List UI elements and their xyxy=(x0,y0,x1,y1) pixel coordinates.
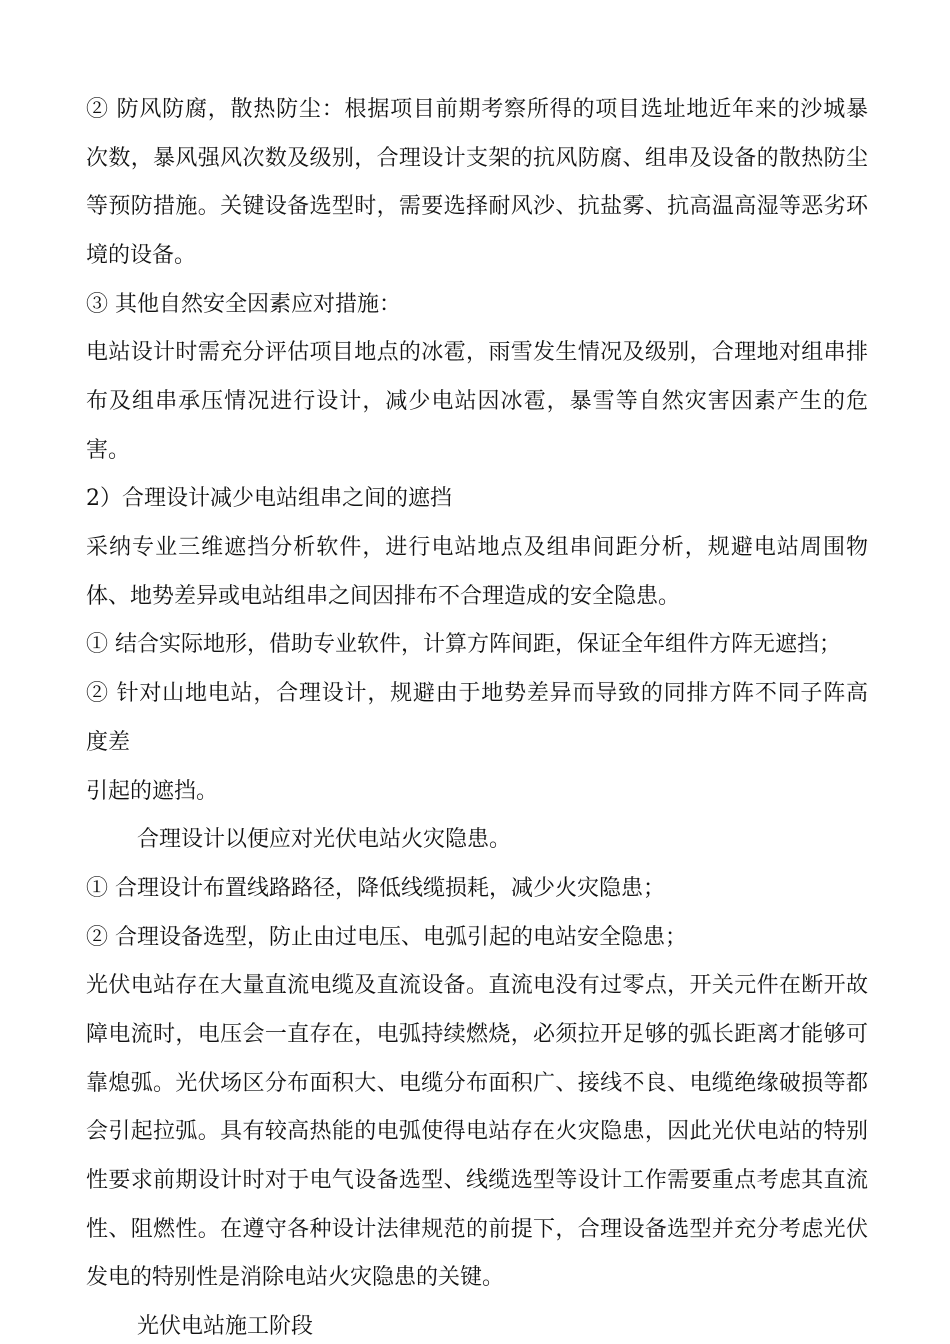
paragraph-line: 靠熄弧。光伏场区分布面积大、电缆分布面积广、接线不良、电缆绝缘破损等都 xyxy=(86,1071,868,1096)
paragraph-line: 体、地势差异或电站组串之间因排布不合理造成的安全隐患。 xyxy=(86,584,681,609)
paragraph-line: 性、阻燃性。在遵守各种设计法律规范的前提下，合理设备选型并充分考虑光伏 xyxy=(86,1217,868,1242)
paragraph-line: 度差 xyxy=(86,730,131,755)
section-heading: 2）合理设计减少电站组串之间的遮挡 xyxy=(86,486,452,511)
paragraph-line: 发电的特别性是消除电站火灾隐患的关键。 xyxy=(86,1265,505,1290)
list-item: ② 合理设备选型，防止由过电压、电弧引起的电站安全隐患； xyxy=(86,925,687,950)
paragraph-line: 光伏电站存在大量直流电缆及直流设备。直流电没有过零点，开关元件在断开故 xyxy=(86,973,868,998)
paragraph-line: 引起的遮挡。 xyxy=(86,779,219,804)
list-item: ① 合理设计布置线路路径，降低线缆损耗，减少火灾隐患； xyxy=(86,876,665,901)
section-heading: 合理设计以便应对光伏电站火灾隐患。 xyxy=(137,827,512,852)
section-heading: 光伏电站施工阶段 xyxy=(137,1314,314,1339)
paragraph-line: 性要求前期设计时对于电气设备选型、线缆选型等设计工作需要重点考虑其直流 xyxy=(86,1168,868,1193)
list-item: ① 结合实际地形，借助专业软件，计算方阵间距，保证全年组件方阵无遮挡； xyxy=(86,632,841,657)
paragraph-line: ② 防风防腐，散热防尘：根据项目前期考察所得的项目选址地近年来的沙城暴 xyxy=(86,97,868,122)
paragraph-line: 次数，暴风强风次数及级别，合理设计支架的抗风防腐、组串及设备的散热防尘 xyxy=(86,146,868,171)
paragraph-line: 障电流时，电压会一直存在，电弧持续燃烧，必须拉开足够的弧长距离才能够可 xyxy=(86,1022,868,1047)
paragraph-line: 会引起拉弧。具有较高热能的电弧使得电站存在火灾隐患，因此光伏电站的特别 xyxy=(86,1119,868,1144)
paragraph-line: 采纳专业三维遮挡分析软件，进行电站地点及组串间距分析，规避电站周围物 xyxy=(86,535,868,560)
list-item: ② 针对山地电站，合理设计，规避由于地势差异而导致的同排方阵不同子阵高 xyxy=(86,681,868,706)
paragraph-line: 境的设备。 xyxy=(86,243,197,268)
paragraph-line: 等预防措施。关键设备选型时，需要选择耐风沙、抗盐雾、抗高温高湿等恶劣环 xyxy=(86,194,868,219)
paragraph-line: 布及组串承压情况进行设计，减少电站因冰雹，暴雪等自然灾害因素产生的危 xyxy=(86,389,868,414)
list-heading: ③ 其他自然安全因素应对措施： xyxy=(86,292,401,317)
paragraph-line: 电站设计时需充分评估项目地点的冰雹，雨雪发生情况及级别，合理地对组串排 xyxy=(86,340,868,365)
paragraph-line: 害。 xyxy=(86,438,131,463)
